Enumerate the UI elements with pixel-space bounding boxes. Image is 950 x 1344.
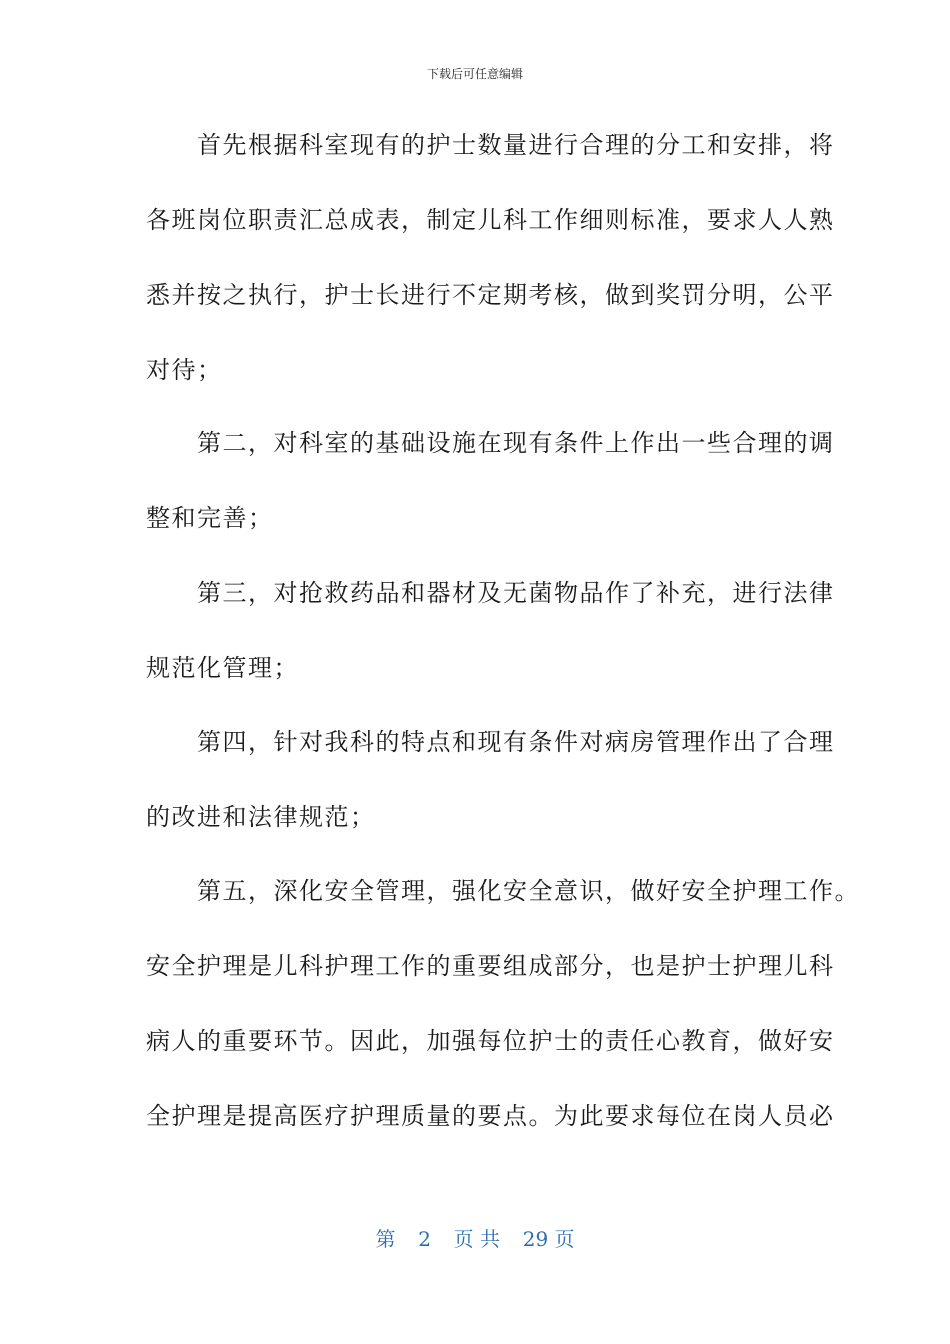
total-pages-number: 29	[522, 1227, 549, 1251]
paragraph-line: 全护理是提高医疗护理质量的要点。为此要求每位在岗人员必	[146, 1102, 835, 1130]
paragraph-line: 对待；	[146, 356, 223, 384]
paragraph-line: 第三，对抢救药品和器材及无菌物品作了补充，进行法律	[146, 579, 835, 607]
page-number-footer	[0, 1226, 950, 1252]
paragraph-line: 第五，深化安全管理，强化安全意识，做好安全护理工作。	[146, 877, 860, 905]
paragraph-line: 安全护理是儿科护理工作的重要组成部分，也是护士护理儿科	[146, 952, 835, 980]
paragraph-line: 各班岗位职责汇总成表，制定儿科工作细则标准，要求人人熟	[146, 206, 835, 234]
paragraph-line: 病人的重要环节。因此，加强每位护士的责任心教育，做好安	[146, 1027, 835, 1055]
page-middle-text: 页 共	[453, 1227, 500, 1251]
paragraph-line: 的改进和法律规范；	[146, 803, 376, 831]
paragraph-line: 第二，对科室的基础设施在现有条件上作出一些合理的调	[146, 429, 835, 457]
page-prefix: 第	[375, 1227, 396, 1251]
page-suffix: 页	[554, 1227, 575, 1251]
paragraph-line: 整和完善；	[146, 504, 274, 532]
paragraph-line: 首先根据科室现有的护士数量进行合理的分工和安排，将	[146, 131, 835, 159]
paragraph-line: 第四，针对我科的特点和现有条件对病房管理作出了合理	[146, 728, 835, 756]
current-page-number: 2	[418, 1227, 431, 1251]
paragraph-line: 规范化管理；	[146, 654, 299, 682]
page-header: 下载后可任意编辑	[426, 67, 523, 81]
paragraph-line: 悉并按之执行，护士长进行不定期考核，做到奖罚分明，公平	[146, 281, 835, 309]
